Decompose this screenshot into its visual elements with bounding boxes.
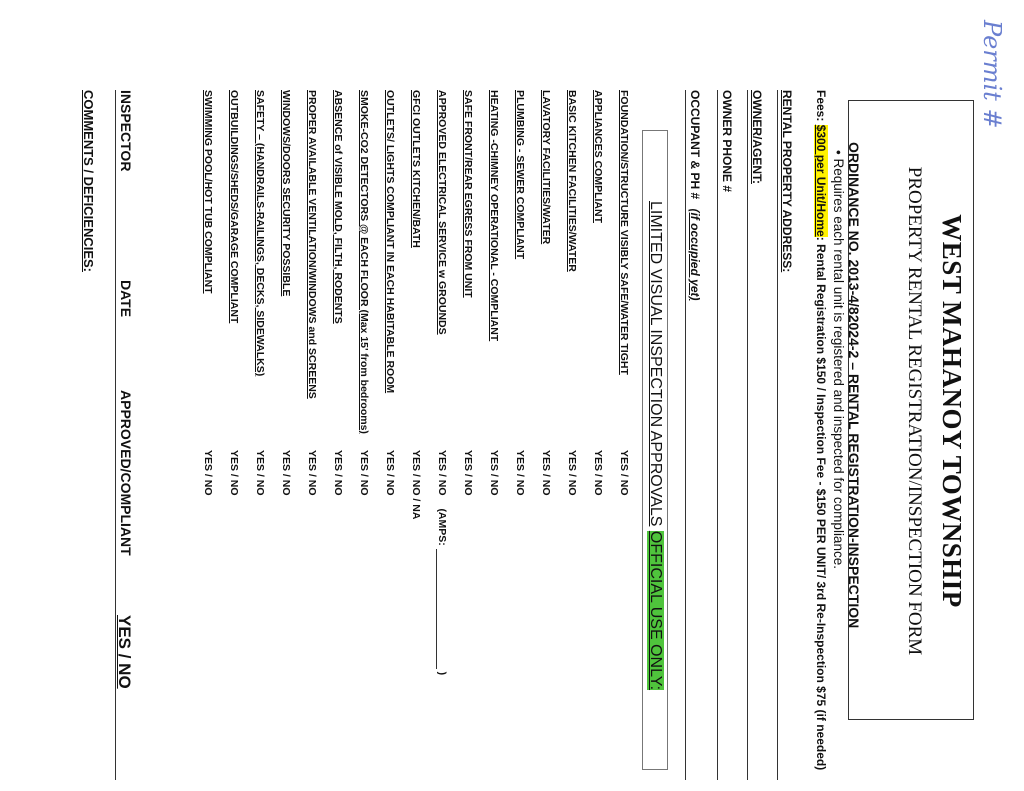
item-answer[interactable]: YES / NO [358,450,370,496]
limited-inspection-header [646,201,664,690]
owner-phone-label: OWNER PHONE # [720,90,734,193]
item-label: FOUNDATION/STRUCTURE VISIBLY SAFE/WATER TIGHT [618,90,630,375]
item-label: LAVATORY FACILITIES/WATER [540,90,552,245]
fees-line [814,90,828,770]
amps-field[interactable] [436,549,437,669]
item-label: PROPER AVAILABLE VENTILATION/WINDOWS and SCREENS [306,90,318,399]
owner-agent-line[interactable] [747,90,748,780]
bullet-icon: • [831,150,846,159]
occupant-note: (if occupied yet) [688,208,702,301]
item-answer[interactable]: YES / NO [254,450,266,496]
item-answer-text: YES / NO [436,450,448,496]
item-label: APPROVED ELECTRICAL SERVICE w GROUNDS [436,90,448,335]
requirement-bullet [831,150,846,569]
title-box [848,100,974,720]
item-label: SMOKE-CO2 DETECTORS @ EACH FLOOR (Max 15' from bedrooms) [358,90,370,434]
form-title: PROPERTY RENTAL REGISTRATION/INSPECTION FORM [904,166,925,656]
approved-compliant-label: APPROVED/COMPLIANT [118,390,134,556]
item-label: SAFE FRONT/REAR EGRESS FROM UNIT [462,90,474,298]
item-answer[interactable]: YES / NO [280,450,292,496]
item-answer[interactable]: YES / NO [514,450,526,496]
fees-detail: : Rental Registration $150 / Inspection Fee - $150 PER UNIT/ 3rd Re-Inspection $75 (if needed) [814,236,828,771]
limited-inspection-title: LIMITED VISUAL INSPECTION APPROVALS [647,201,664,527]
item-answer[interactable]: YES / NO [202,450,214,496]
item-label: APPLIANCES COMPLIANT [592,90,604,224]
item-answer[interactable]: YES / NO [462,450,474,496]
item-answer[interactable]: YES / NO [384,450,396,496]
amps-close: ) [436,671,448,676]
limited-inspection-box [642,130,668,770]
township-title: WEST MAHANOY TOWNSHIP [937,214,967,608]
item-answer[interactable]: YES / NO [228,450,240,496]
amps-label: (AMPS: [436,508,448,546]
inspector-label: INSPECTOR [118,90,134,172]
signoff-line[interactable] [115,90,116,780]
official-use-only: OFFICIAL USE ONLY: [647,530,664,691]
item-answer[interactable]: YES / NO [540,450,552,496]
item-answer[interactable]: YES / NO / NA [410,450,422,520]
item-answer[interactable]: YES / NO [306,450,318,496]
item-label: PLUMBING - SEWER COMPLIANT [514,90,526,260]
handwritten-permit-note: Permit # [978,20,1006,129]
item-answer[interactable] [436,450,448,675]
occupant-label [688,90,702,300]
item-label: BASIC KITCHEN FACILITIES/WATER [566,90,578,272]
item-label: OUTBUILDINGS/SHEDS/GARAGE COMPLIANT [228,90,240,324]
item-answer[interactable]: YES / NO [618,450,630,496]
item-label: ABSENCE of VISIBLE MOLD, FILTH, RODENTS [332,90,344,324]
comments-label: COMMENTS / DEFICIENCIES: [81,90,96,273]
item-answer[interactable]: YES / NO [332,450,344,496]
rental-property-address-line[interactable] [777,90,778,780]
item-label: WINDOWS/DOORS SECURITY POSSIBLE [280,90,292,297]
approved-yes-no[interactable]: YES / NO [115,615,134,689]
item-answer[interactable]: YES / NO [592,450,604,496]
ordinance-heading: ORDINANCE NO. 2013-4/82024-2 – RENTAL REGISTRATION-INSPECTION [846,142,862,629]
occupant-label-text: OCCUPANT & PH # [688,90,702,200]
item-label: HEATING -CHIMNEY OPERATIONAL - COMPLIANT [488,90,500,342]
date-label: DATE [118,280,134,318]
owner-agent-label: OWNER/AGENT: [750,90,764,184]
rental-property-address-label: RENTAL PROPERTY ADDRESS: [780,90,794,273]
item-label: SAFETY – (HANDRAILS-RAILINGS, DECKS, SIDEWALKS) [254,90,266,377]
requirement-text: Requires each rental unit is registered and inspected for compliance. [831,158,846,569]
item-label: OUTLETS/ LIGHTS COMPLIANT IN EACH HABITABLE ROOM [384,90,396,394]
item-answer[interactable]: YES / NO [566,450,578,496]
fees-highlight: $300 per Unit/Home [814,124,828,237]
fees-label: Fees: [814,90,828,125]
item-answer[interactable]: YES / NO [488,450,500,496]
item-label: GFCI OUTLETS KITCHEN/BATH [410,90,422,248]
item-label: SWIMMING POOL/HOT TUB COMPLIANT [202,90,214,294]
occupant-line[interactable] [685,90,686,780]
owner-phone-line[interactable] [717,90,718,780]
